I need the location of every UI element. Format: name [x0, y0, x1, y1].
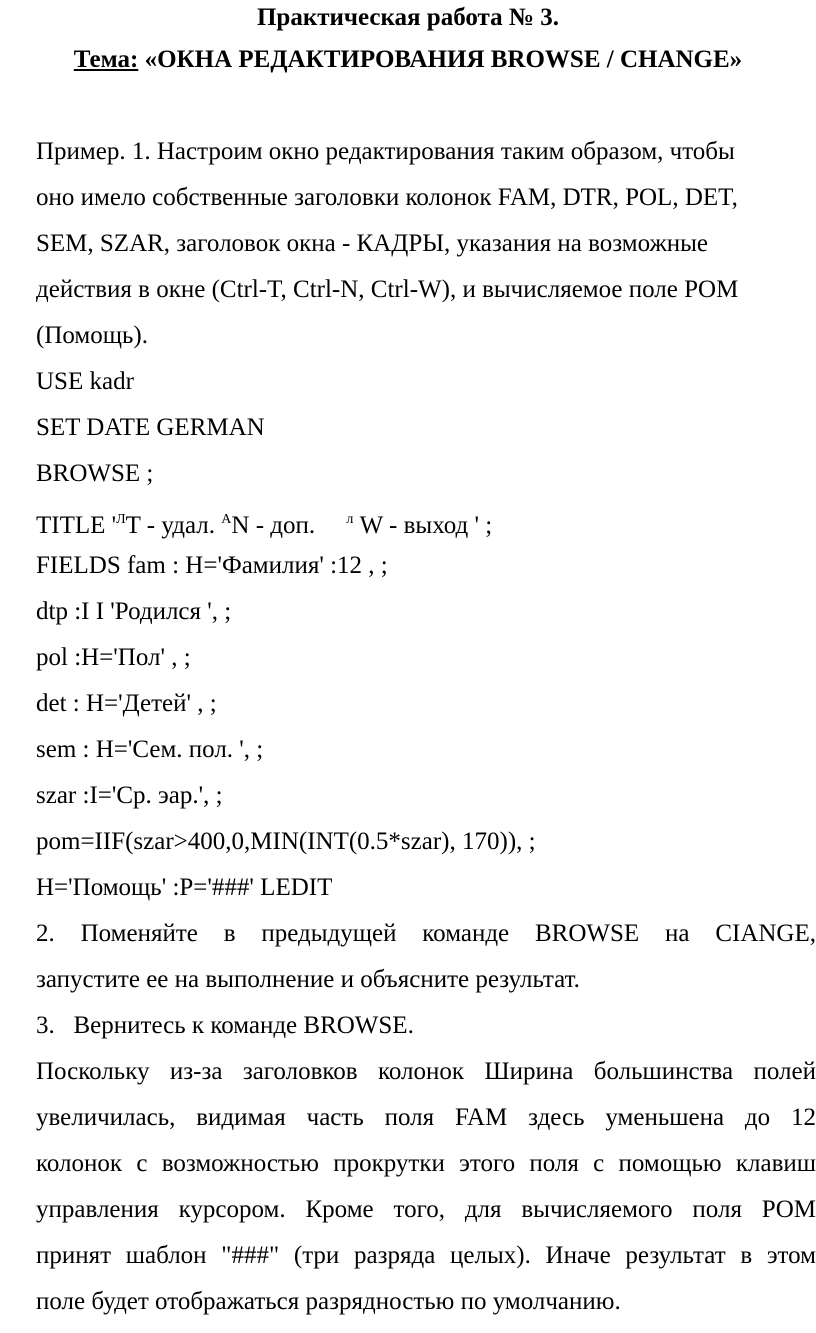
code-line-pol: pol :H='Пол' , ;	[36, 644, 191, 671]
code-line-sem: sem : H='Сем. пол. ', ;	[36, 736, 264, 763]
example-line-3: SEM, SZAR, заголовок окна - КАДРЫ, указания на возможные	[36, 230, 708, 257]
title-prefix: TITLE '	[36, 512, 117, 539]
title-end: W - выход ' ;	[353, 512, 493, 539]
explanation-line-2: увеличилась, видимая часть поля FAM здесь уменьшена до 12	[36, 1104, 816, 1131]
code-line-szar: szar :I='Ср. эар.', ;	[36, 782, 223, 809]
code-line-fields: FIELDS fam : H='Фамилия' :12 , ;	[36, 552, 388, 579]
page-title: Практическая работа № 3.	[256, 4, 560, 31]
task-2-line-2: запустите ее на выполнение и объясните результат.	[36, 966, 580, 993]
example-line-1: Пример. 1. Настроим окно редактирования таким образом, чтобы	[36, 138, 735, 165]
code-line-pom: pom=IIF(szar>400,0,MIN(INT(0.5*szar), 170)), ;	[36, 828, 536, 855]
code-line-browse: BROWSE ;	[36, 460, 154, 487]
code-line-title	[36, 505, 492, 541]
topic-label: Тема:	[73, 46, 139, 73]
task-3: 3. Вернитесь к команде BROWSE.	[36, 1012, 414, 1039]
code-line-set-date: SET DATE GERMAN	[36, 414, 265, 441]
code-line-use: USE kadr	[36, 368, 134, 395]
explanation-line-4: управления курсором. Кроме того, для вычисляемого поля POM	[36, 1196, 816, 1223]
code-line-det: det : H='Детей' , ;	[36, 690, 217, 717]
title-sup-2: A	[221, 512, 232, 527]
example-line-5: (Помощь).	[36, 322, 148, 349]
example-line-2: оно имело собственные заголовки колонок FAM, DTR, POL, DET,	[36, 184, 738, 211]
title-mid-1: T - удал.	[125, 512, 222, 539]
task-2-line-1: 2. Поменяйте в предыдущей команде BROWSE на CIANGE,	[36, 920, 816, 947]
explanation-line-6: поле будет отображаться разрядностью по умолчанию.	[36, 1288, 621, 1315]
code-line-dtp: dtp :I I 'Родился ', ;	[36, 598, 232, 625]
explanation-line-3: колонок с возможностью прокрутки этого поля с помощью клавиш	[36, 1150, 816, 1177]
title-mid-2: N - доп.	[231, 512, 347, 539]
title-sup-1: Л	[116, 512, 126, 527]
code-line-pom-header: H='Помощь' :P='###' LEDIT	[36, 874, 333, 901]
title-sup-3: л	[346, 512, 354, 527]
example-line-4: действия в окне (Ctrl-T, Ctrl-N, Ctrl-W), и вычисляемое поле POM	[36, 276, 739, 303]
explanation-line-1: Поскольку из-за заголовков колонок Ширина большинства полей	[36, 1058, 816, 1085]
explanation-line-5: принят шаблон "###" (три разряда целых). Иначе результат в этом	[36, 1242, 816, 1269]
topic-line	[0, 45, 816, 75]
topic-text: «ОКНА РЕДАКТИРОВАНИЯ BROWSE / CHANGE»	[138, 46, 743, 73]
